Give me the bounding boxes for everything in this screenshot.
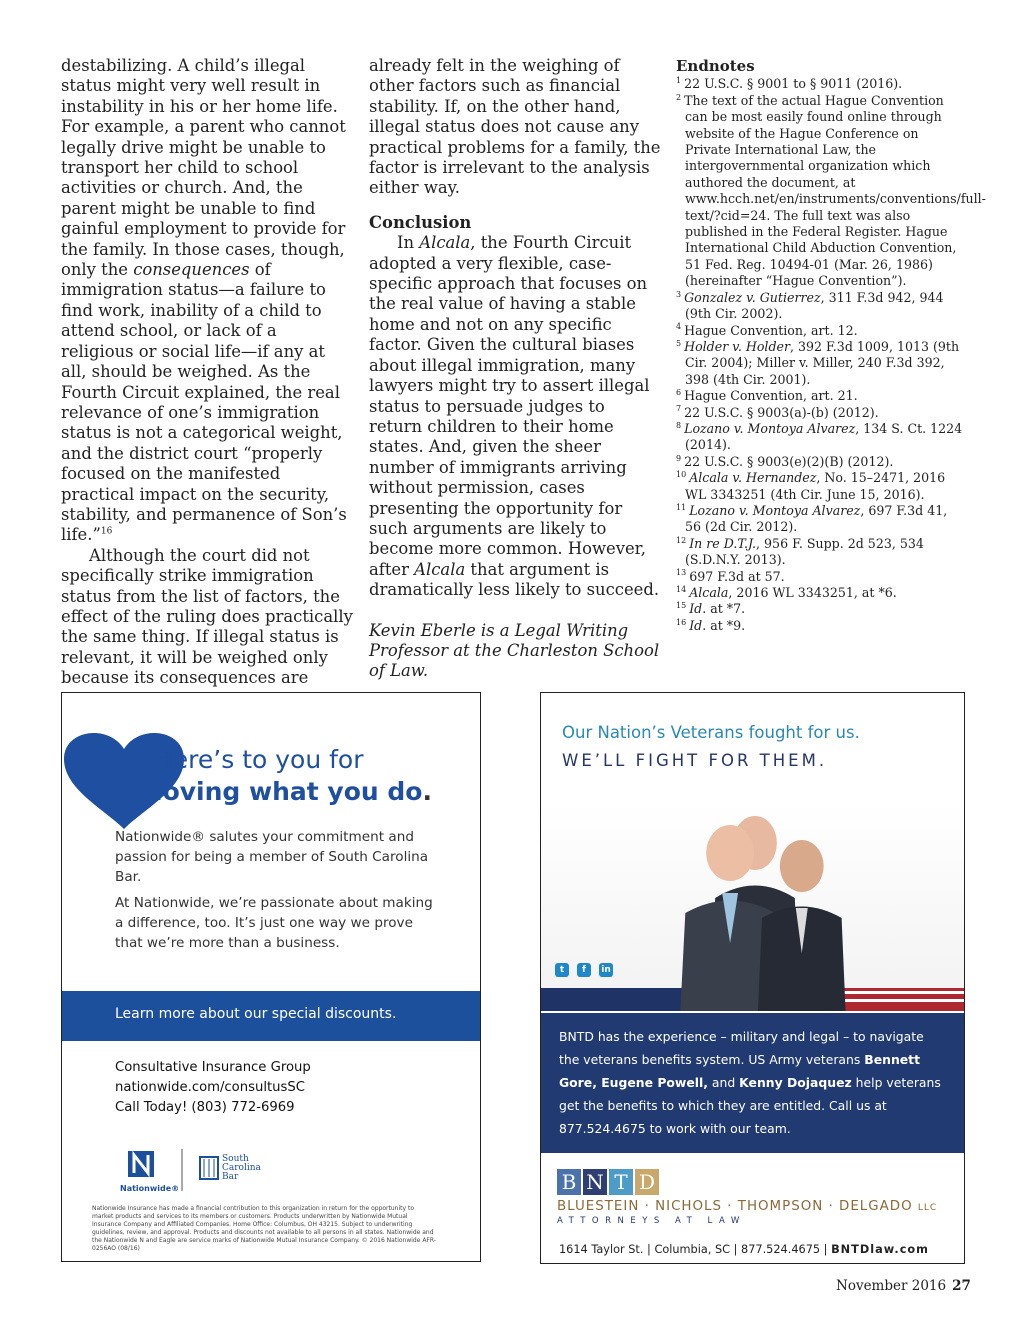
svg-text:Carolina: Carolina bbox=[222, 1163, 261, 1173]
facebook-icon[interactable]: f bbox=[577, 963, 591, 977]
nationwide-logo bbox=[120, 1143, 320, 1195]
endnote-item: $^{10}$ Alcala v. Hernandez, No. 15–2471, 2016 WL 3343251 (4th Cir. June 15, 2016). bbox=[676, 469, 946, 502]
endnotes bbox=[676, 57, 986, 634]
article-column-1 bbox=[61, 56, 353, 689]
endnotes-list bbox=[676, 76, 986, 634]
endnote-item: $^5$ Holder v. Holder, 392 F.3d 1009, 1013 (9th Cir. 2004); Miller v. Miller, 240 F.3d 392, 398 (4th Cir. 2001). bbox=[676, 338, 960, 387]
article-column-2 bbox=[369, 56, 661, 682]
author-byline: Kevin Eberle is a Legal Writing Professor at the Charleston School of Law. bbox=[369, 620, 660, 681]
discounts-banner[interactable]: Learn more about our special discounts. bbox=[62, 991, 480, 1041]
attorneys-photo bbox=[541, 803, 964, 1011]
article-paragraph: Although the court did not specifically strike immigration status from the list of factors, the effect of the ruling does practically the same thing. If illegal status is relevant, it will be weighed only because its consequences are bbox=[61, 545, 353, 688]
firm-website[interactable]: BNTDlaw.com bbox=[831, 1243, 929, 1256]
footnote-ref: 16 bbox=[100, 526, 113, 537]
endnotes-title: Endnotes bbox=[676, 57, 755, 75]
endnote-item: $^7$ 22 U.S.C. § 9003(a)-(b) (2012). bbox=[676, 404, 879, 420]
nationwide-logo-text: Nationwide® bbox=[120, 1184, 180, 1193]
ad-headline: Here’s to you for bbox=[154, 745, 364, 774]
endnote-item: $^{11}$ Lozano v. Montoya Alvarez, 697 F.3d 41, 56 (2d Cir. 2012). bbox=[676, 502, 948, 535]
ad-paragraph: At Nationwide, we’re passionate about making a difference, too. It’s just one way we prove that we’re more than a business. bbox=[115, 895, 433, 951]
article-paragraph: In Alcala, the Fourth Circuit adopted a very flexible, case-specific approach that focuses on the real value of having a stable home and not on any specific factor. Given the cultural biases about illegal immigration, many lawyers might try to assert illegal status to persuade judges to return children to their home states. And, given the sheer number of immigrants arriving without permission, cases presenting the opportunity for such arguments are likely to become more common. However, after Alcala that argument is dramatically less likely to succeed. bbox=[369, 233, 660, 600]
contact-phone[interactable]: Call Today! (803) 772-6969 bbox=[115, 1100, 295, 1115]
contact-website[interactable]: nationwide.com/consultusSC bbox=[115, 1080, 305, 1095]
ad-fine-print: Nationwide Insurance has made a financial contribution to this organization in return for the opportunity to market products and services to its members or customers. Products underwritten by Nationwide Mutual Insurance Company and Affiliated Companies. Home Office: Columbus, OH 43215. Subject to underwriting guidelines, review, and approval. Products and discounts not available to all persons in all states. Nationwide and the Nationwide N and Eagle are service marks of Nationwide Mutual Insurance Company. © 2016 Nationwide AFR-0256AO (08/16) bbox=[92, 1205, 436, 1252]
endnote-item: $^6$ Hague Convention, art. 21. bbox=[676, 387, 858, 404]
heart-icon bbox=[61, 719, 204, 829]
ad-tagline: Our Nation’s Veterans fought for us. bbox=[562, 723, 860, 742]
section-heading: Conclusion bbox=[369, 212, 472, 232]
firm-name: BLUESTEIN · NICHOLS · THOMPSON · DELGADO LLC bbox=[557, 1199, 938, 1214]
page-folio: November 2016 27 bbox=[836, 1278, 971, 1294]
sponsor-logos bbox=[120, 1143, 320, 1195]
social-links[interactable] bbox=[555, 963, 613, 977]
endnote-item: $^2$ The text of the actual Hague Convention can be most easily found online through website of the Hague Conference on Private International Law, the intergovernmental organization which authored the document, at www.hcch.net/en/instruments/conventions/full-text/?cid=24. The full text was also published in the Federal Register. Hague International Child Abduction Convention, 51 Fed. Reg. 10494-01 (Mar. 26, 1986) (hereinafter “Hague Convention”). bbox=[676, 92, 986, 289]
endnote-item: $^{16}$ Id. at *9. bbox=[676, 617, 746, 633]
endnote-item: $^{15}$ Id. at *7. bbox=[676, 601, 746, 617]
firm-contact: 1614 Taylor St. | Columbia, SC | 877.524.4675 | BNTDlaw.com bbox=[559, 1243, 929, 1256]
article-paragraph: already felt in the weighing of other factors such as financial stability. If, on the other hand, illegal status does not cause any practical problems for a family, the factor is irrelevant to the analysis either way. bbox=[369, 56, 661, 198]
page-number: 27 bbox=[952, 1278, 971, 1294]
endnote-item: $^9$ 22 U.S.C. § 9003(e)(2)(B) (2012). bbox=[676, 453, 894, 469]
endnote-item: $^{13}$ 697 F.3d at 57. bbox=[676, 568, 785, 584]
svg-text:Bar: Bar bbox=[222, 1172, 239, 1182]
firm-subtitle: ATTORNEYS AT LAW bbox=[557, 1216, 746, 1226]
ad-tagline-caps: WE’LL FIGHT FOR THEM. bbox=[562, 751, 828, 770]
twitter-icon[interactable]: t bbox=[555, 963, 569, 977]
article-paragraph: destabilizing. A child’s illegal status might very well result in instability in his or her home life. For example, a parent who cannot legally drive might be unable to transport her child to school activities or church. And, the parent might be unable to find gainful employment to provide for the family. In those cases, though, only the consequences of immigration status—a failure to find work, inability of a child to attend school, or lack of a religious or social life—if any at all, should be weighed. As the Fourth Circuit explained, the real relevance of one’s immigration status is not a categorical weight, and the district court “properly focused on the manifested practical impact on the security, stability, and permanence of Son’s life.”$^{16}$ bbox=[61, 56, 347, 545]
contact-company: Consultative Insurance Group bbox=[115, 1060, 311, 1075]
svg-text:South: South bbox=[222, 1154, 249, 1164]
nationwide-ad[interactable] bbox=[61, 692, 481, 1262]
ad-paragraph: Nationwide® salutes your commitment and passion for being a member of South Carolina Bar. bbox=[115, 829, 429, 885]
bntd-ad[interactable] bbox=[540, 692, 965, 1264]
endnote-item: $^8$ Lozano v. Montoya Alvarez, 134 S. Ct. 1224 (2014). bbox=[676, 420, 963, 453]
endnote-item: $^{12}$ In re D.T.J., 956 F. Supp. 2d 523, 534 (S.D.N.Y. 2013). bbox=[676, 535, 924, 568]
bntd-logo: B N T D bbox=[557, 1169, 661, 1195]
endnote-item: $^1$ 22 U.S.C. § 9001 to § 9011 (2016). bbox=[676, 76, 903, 92]
endnote-item: $^4$ Hague Convention, art. 12. bbox=[676, 322, 858, 338]
endnote-item: $^3$ Gonzalez v. Gutierrez, 311 F.3d 942, 944 (9th Cir. 2002). bbox=[676, 289, 944, 322]
endnote-item: $^{14}$ Alcala, 2016 WL 3343251, at *6. bbox=[676, 584, 897, 600]
bntd-description: BNTD has the experience – military and legal – to navigate the veterans benefits system. US Army veterans Bennett Gore, Eugene Powell, and Kenny Dojaquez help veterans get the benefits to which they are entitled. Call us at 877.524.4675 to work with our team. bbox=[541, 1013, 964, 1153]
ad-headline-bold: loving what you do. bbox=[154, 777, 432, 806]
linkedin-icon[interactable]: in bbox=[599, 963, 613, 977]
